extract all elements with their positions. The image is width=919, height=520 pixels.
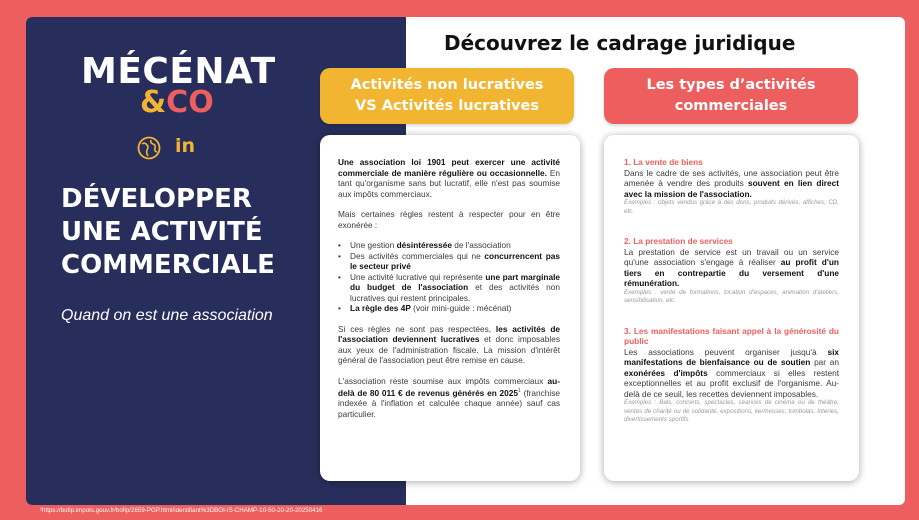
rules-list [338,240,560,314]
pill-label: commerciales [674,98,788,114]
text: Une activité lucrative qui représente [350,271,486,282]
text: de l'association [451,240,511,250]
card-types-activites [604,135,859,481]
pill-label: VS Activités lucratives [355,98,539,114]
section-title: 3. Les manifestations faisant appel à la générosité du public [624,325,839,346]
text: Les associations peuvent organiser jusqu'à [624,346,828,357]
text: L'association reste soumise aux impôts commerciaux [338,375,548,386]
bold-text: Une association loi 1901 peut exercer une activité commerciale de manière régulière ou occasionnelle. [338,157,560,178]
logo-mecenat: MÉCÉNAT [81,51,276,92]
bold-text: exonérées d'impôts [624,367,708,378]
bold-text: désintéressée [396,240,452,250]
text: (franchise indexée à l'inflation et calculée chaque année) sauf cas particulier. [338,387,561,419]
card-paragraph [338,376,560,420]
slide [26,17,905,505]
section-text [624,247,839,289]
section-title: 2. La prestation de services [624,236,733,246]
text: Si ces règles ne sont pas respectées, [338,323,496,334]
bold-text: au-delà de 80 011 € de revenus générés en 2025 [338,375,560,398]
section-example: Exemples : objets vendus grâce à des dons, produits dérivés, affiches, CD, etc. [624,199,839,215]
text: Des activités commerciales qui ne [350,250,485,261]
section-text [624,347,839,400]
section-manifestations [624,326,839,425]
title-line: UNE ACTIVITÉ [61,217,263,247]
card-paragraph: Mais certaines règles restent à respecter pour en être exonérée : [338,209,560,230]
section-text [624,168,839,200]
footnote-ref: 1 [518,388,521,394]
text: Une gestion [350,240,397,250]
text: et donc imposables aux yeux de l'administration fiscale. La mission d'intérêt général de l'association peut être remise en cause. [338,334,560,365]
text: commerciaux si elles restent exceptionnelles et au profit exclusif de l'organisme. Au-delà de ce seuil, les recettes deviennent imposables. [624,367,839,399]
bold-text: concurrencent pas le secteur privé [350,250,560,271]
text: par an [810,357,839,367]
bold-text: les activités de l'association deviennent lucratives [338,323,560,344]
bold-text: La règle des 4P [350,303,411,313]
linkedin-icon[interactable]: in [175,135,196,157]
text: En tant qu'organisme sans but lucratif, elle n'est pas soumise aux impôts commerciaux. [338,167,560,199]
bold-text: souvent en lien direct avec la mission de l'association. [624,178,840,199]
section-prestation-services [624,236,839,306]
pill-label: Les types d’activités [646,77,816,93]
section-title: 1. La vente de biens [624,157,703,167]
title-line: DÉVELOPPER [61,184,252,214]
text: La prestation de service est un travail ou un service qu'une association s'engage à réaliser [624,246,839,267]
text: (voir mini-guide : mécénat) [410,303,512,313]
title-line: COMMERCIALE [61,250,275,280]
text: et des activités non lucratives qui restent principales. [350,282,561,303]
pill-label: Activités non lucratives [350,77,544,93]
list-item [338,251,560,272]
footnote-link[interactable]: ¹https://bofip.impots.gouv.fr/bofip/2659-PGP.html/identifiant%3DBOI-IS-CHAMP-10-50-20-20-20250416 [40,507,323,514]
list-item [338,303,560,314]
logo-co: CO [166,85,214,120]
bold-text: une part marginale du budget de l'association [350,271,561,292]
globe-icon[interactable] [137,136,161,160]
section-example: Exemples : vente de formations, location d'espaces, animation d'ateliers, sensibilisation, etc. [624,288,839,304]
card-non-lucratives [320,135,580,481]
subtitle: Quand on est une association [61,307,273,324]
logo-and-co [140,85,214,120]
logo-ampersand: & [140,85,167,120]
text: Dans le cadre de ses activités, une association peut être amenée à vendre des produits [624,167,839,188]
card-paragraph [338,157,560,199]
section-example: Exemples : Bals, concerts, spectacles, séances de cinéma ou de théâtre, ventes de charité ou de solidarité, expositions, kermesses, tombolas, loteries, divertissements sportifs [624,399,839,423]
section-heading: Découvrez le cadrage juridique [444,31,796,55]
pill-types-activites [604,68,858,124]
bold-text: six manifestations de bienfaisance ou de soutien [624,346,839,367]
section-vente-biens [624,157,839,216]
pill-non-lucratives [320,68,574,124]
list-item [338,272,560,304]
list-item [338,240,560,251]
card-paragraph [338,324,560,366]
bold-text: au profit d'un tiers en contrepartie du versement d'une rémunération. [624,257,839,288]
